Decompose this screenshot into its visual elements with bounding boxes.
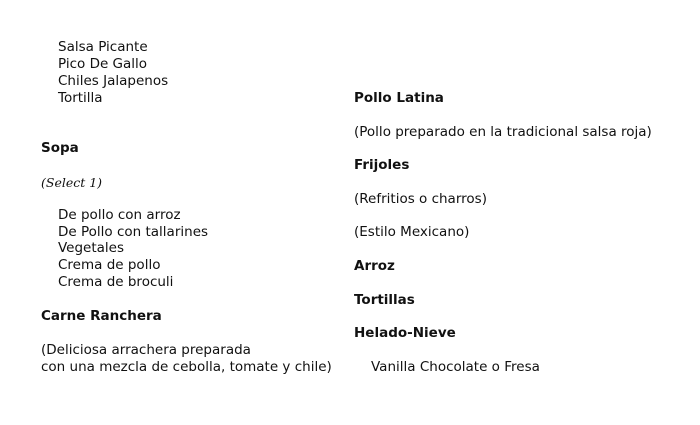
section-description: (Deliciosa arrachera preparada [41, 342, 251, 358]
menu-item: Crema de pollo [58, 257, 161, 273]
menu-item: Vanilla Chocolate o Fresa [371, 359, 540, 375]
menu-item: Salsa Picante [58, 39, 148, 55]
section-heading-carne-ranchera: Carne Ranchera [41, 308, 162, 324]
section-heading-sopa: Sopa [41, 140, 79, 156]
section-heading-tortillas: Tortillas [354, 292, 415, 308]
section-description: (Estilo Mexicano) [354, 224, 470, 240]
menu-item: Pico De Gallo [58, 56, 148, 72]
section-heading-frijoles: Frijoles [354, 157, 410, 173]
menu-item: Vegetales [58, 240, 125, 256]
section-description: (Refritios o charros) [354, 191, 487, 207]
menu-item: Crema de broculi [58, 274, 174, 290]
menu-item: Chiles Jalapenos [58, 73, 169, 89]
menu-item: De Pollo con tallarines [58, 224, 209, 240]
section-heading-pollo-latina: Pollo Latina [354, 90, 444, 106]
section-note: (Select 1) [41, 175, 103, 190]
section-description: con una mezcla de cebolla, tomate y chile) [41, 359, 332, 375]
section-heading-helado-nieve: Helado-Nieve [354, 325, 456, 341]
menu-item: De pollo con arroz [58, 207, 181, 223]
section-heading-arroz: Arroz [354, 258, 395, 274]
menu-item: Tortilla [58, 90, 103, 106]
section-description: (Pollo preparado en la tradicional salsa roja) [354, 124, 652, 140]
